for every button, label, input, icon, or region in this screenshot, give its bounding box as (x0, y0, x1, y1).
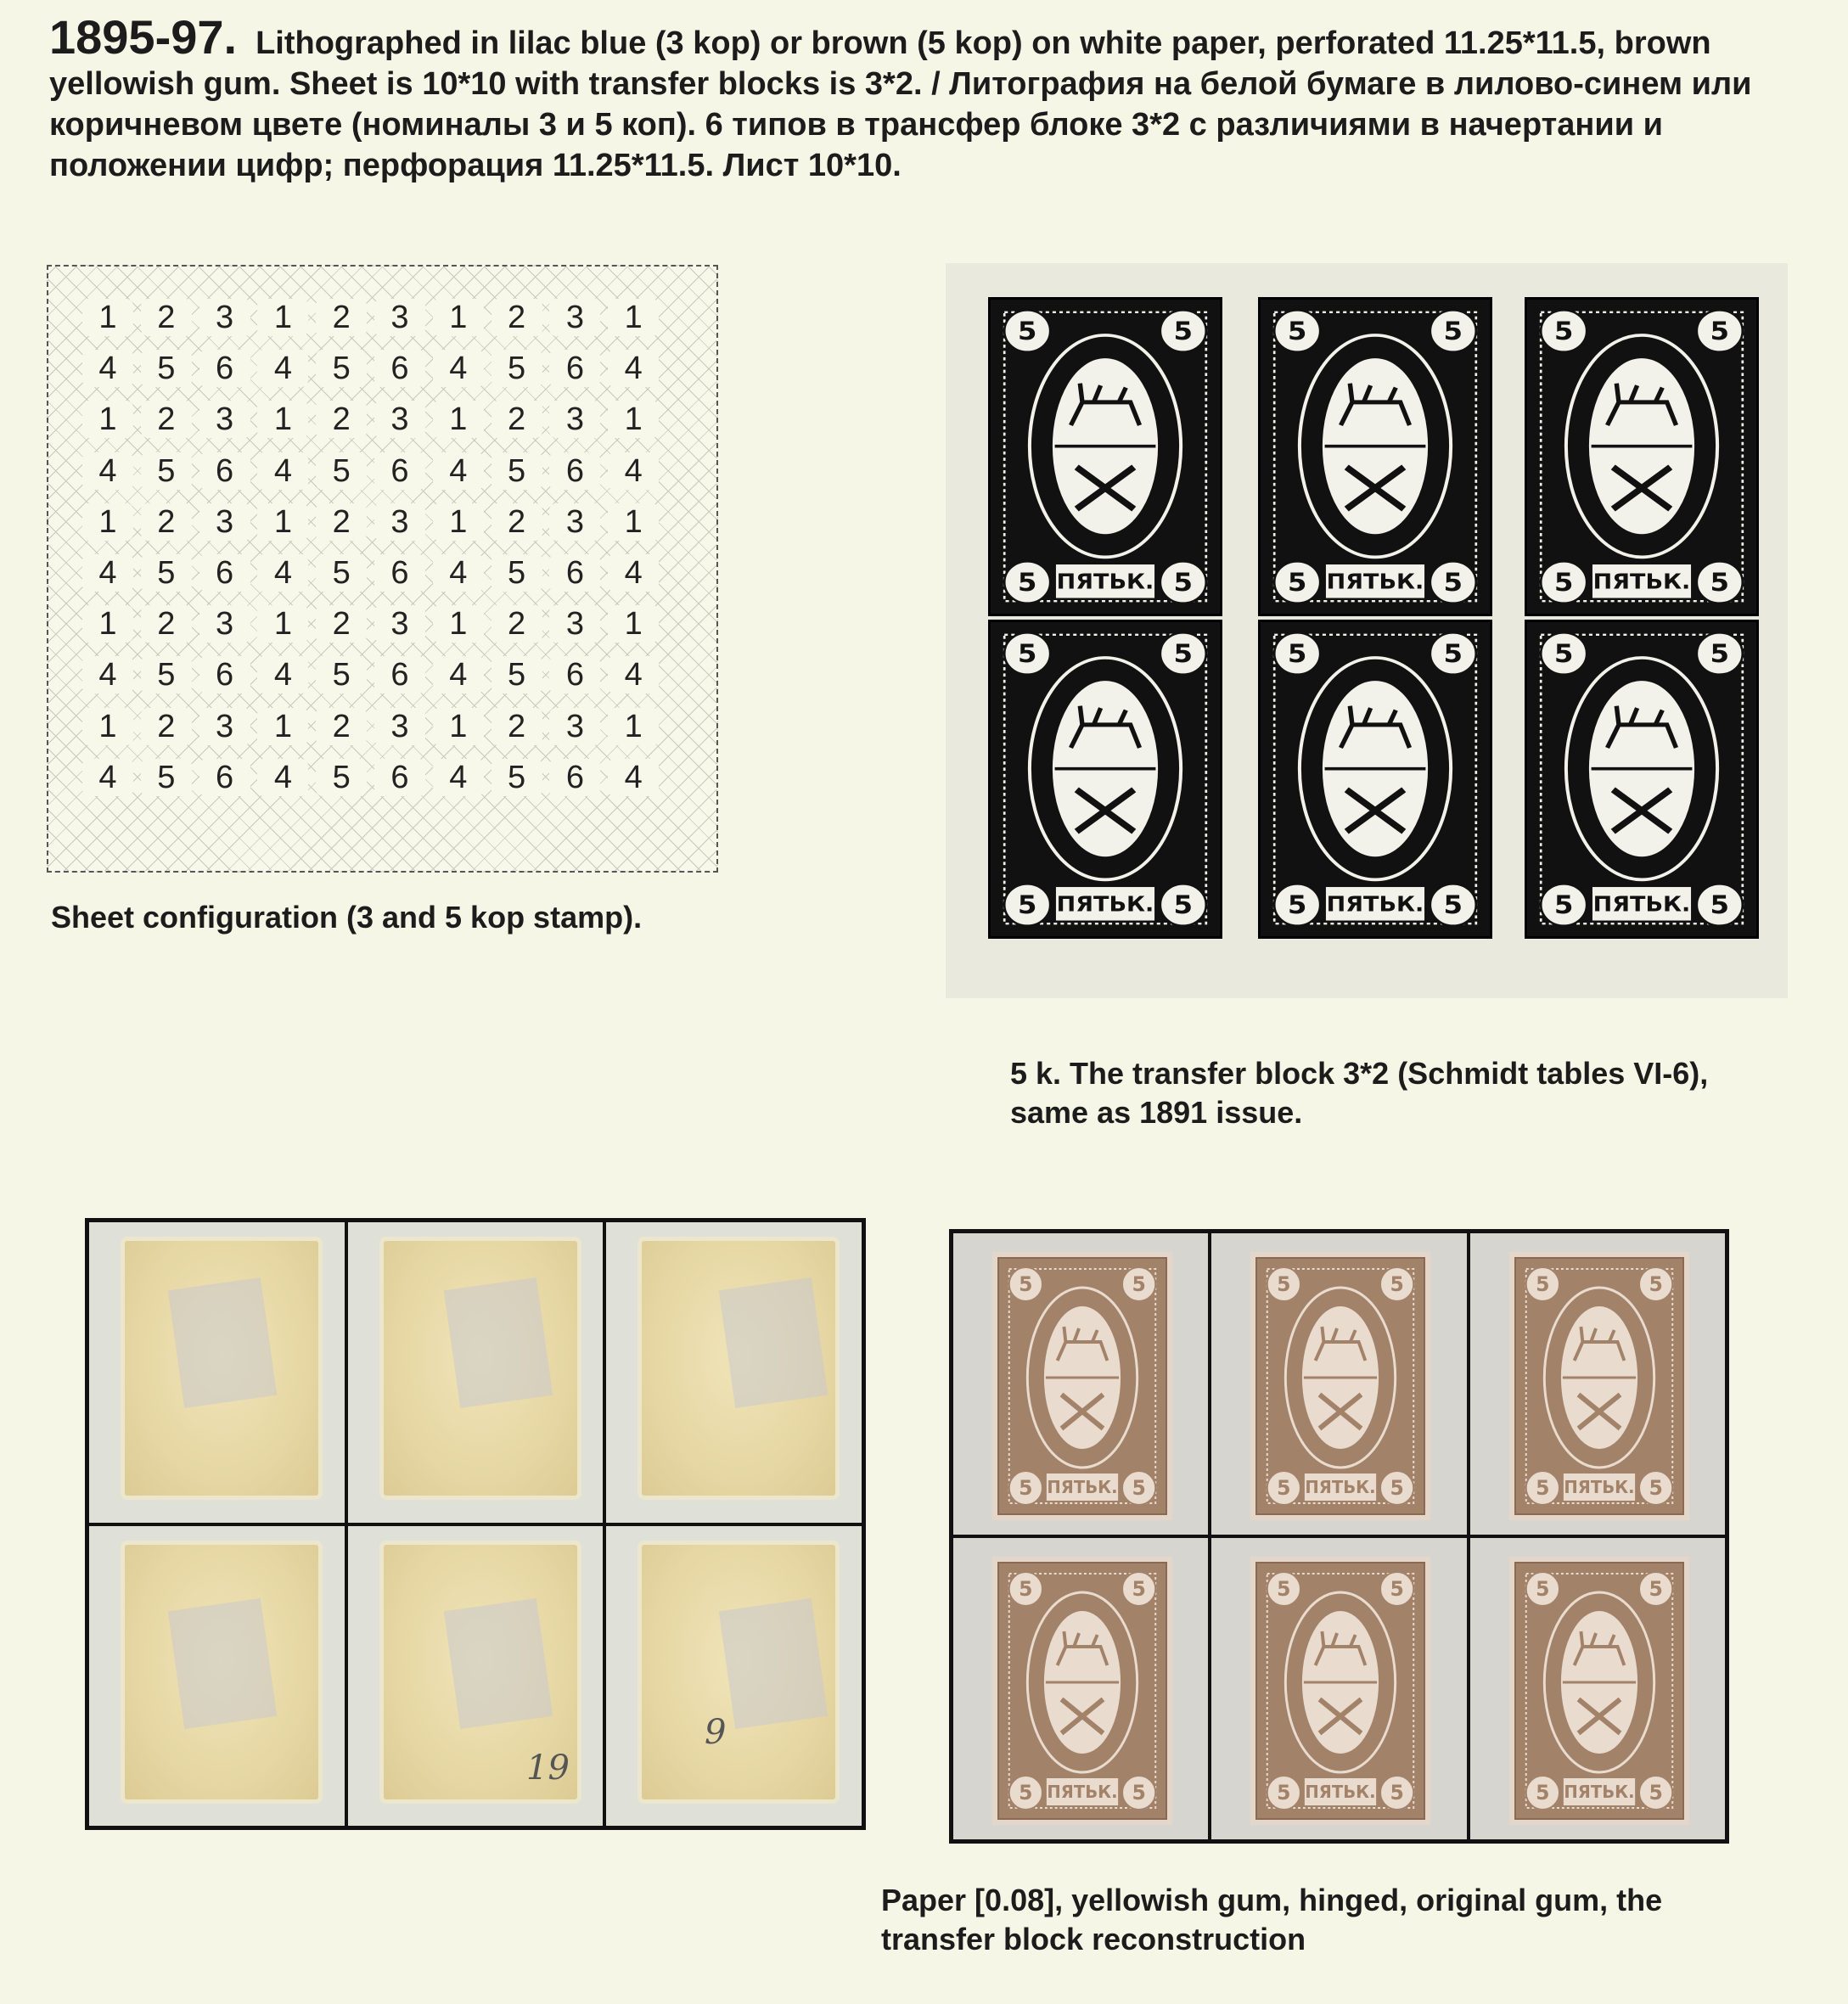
sheet-position-number: 1 (433, 401, 484, 438)
stamp-text: ПЯТЬК. (1564, 1477, 1635, 1498)
stamp-text: ПЯТЬК. (1326, 892, 1424, 918)
stamp-design (1516, 1259, 1682, 1513)
sheet-position-number: 5 (141, 759, 192, 796)
black-stamp (1525, 297, 1759, 616)
sheet-position-number: 3 (199, 503, 250, 541)
sheet-position-number: 3 (374, 708, 425, 745)
sheet-position-number: 3 (374, 605, 425, 643)
stamp-text: ПЯТЬК. (1326, 570, 1424, 595)
sheet-position-number: 5 (316, 656, 367, 693)
sheet-position-number: 6 (549, 554, 600, 592)
sheet-position-number: 6 (374, 656, 425, 693)
stamp-back-cell (604, 1524, 863, 1828)
stamp-text: 5 (1649, 1475, 1663, 1501)
sheet-position-number: 6 (549, 759, 600, 796)
brown-stamp-cell (952, 1232, 1210, 1536)
stamp-text: 5 (1287, 317, 1307, 346)
issue-description: Lithographed in lilac blue (3 kop) or brown (5 kop) on white paper, perforated 11.25*11.5, brown yellowish gum. Sheet is 10*10 with transfer blocks is 3*2. / Литография на белой бумаге в лилово-синем или коричневом цвете (номиналы 3 и 5 коп). 6 типов в трансфер блоке 3*2 с различиями в начертании и положении цифр; перфорация 11.25*11.5. Лист 10*10. (49, 25, 1752, 183)
sheet-position-number: 3 (374, 401, 425, 438)
stamp-text: 5 (1710, 890, 1730, 920)
sheet-position-number: 2 (141, 605, 192, 643)
sheet-position-number: 4 (608, 554, 659, 592)
sheet-position-number: 6 (549, 452, 600, 490)
sheet-position-number: 5 (141, 656, 192, 693)
stamp-text: 5 (1277, 1271, 1291, 1297)
sheet-caption: Sheet configuration (3 and 5 kop stamp). (51, 900, 643, 935)
stamp-text: 5 (1017, 890, 1037, 920)
sheet-position-number: 4 (433, 656, 484, 693)
brown-stamp-cell (1210, 1232, 1468, 1536)
sheet-position-number: 4 (608, 350, 659, 387)
stamp-text: ПЯТЬК. (1305, 1477, 1376, 1498)
stamp-text: 5 (1535, 1271, 1550, 1297)
stamp-text: 5 (1017, 317, 1037, 346)
sheet-position-number: 5 (491, 350, 542, 387)
sheet-position-number: 6 (374, 452, 425, 490)
sheet-position-number: 4 (433, 452, 484, 490)
stamp-back-cell (604, 1221, 863, 1524)
brown-stamp-cell (1469, 1232, 1727, 1536)
sheet-position-number: 6 (199, 656, 250, 693)
stamp-design (999, 1563, 1166, 1818)
hinge-remnant (443, 1598, 552, 1729)
stamp-text: ПЯТЬК. (1592, 892, 1691, 918)
sheet-position-number: 2 (491, 708, 542, 745)
sheet-position-number: 1 (433, 605, 484, 643)
brown-stamp (1514, 1562, 1684, 1820)
stamp-text: 5 (1173, 890, 1194, 920)
sheet-position-number: 4 (257, 656, 308, 693)
sheet-position-number: 2 (141, 401, 192, 438)
stamp-text: 5 (1132, 1475, 1146, 1501)
sheet-position-number: 6 (199, 452, 250, 490)
stamp-text: 5 (1649, 1271, 1663, 1297)
stamp-design (1261, 300, 1490, 614)
stamp-text: 5 (1173, 568, 1194, 598)
sheet-position-number: 2 (316, 299, 367, 336)
brown-stamp (1255, 1562, 1425, 1820)
stamp-text: 5 (1019, 1271, 1033, 1297)
stamp-back (125, 1545, 318, 1799)
transfer-block-photo (946, 263, 1788, 998)
stamp-back (642, 1545, 835, 1799)
sheet-position-number: 5 (316, 452, 367, 490)
stamp-design (1257, 1563, 1424, 1818)
sheet-position-number: 1 (608, 299, 659, 336)
sheet-position-number: 2 (491, 299, 542, 336)
stamp-design (991, 300, 1220, 614)
sheet-position-number: 2 (491, 503, 542, 541)
sheet-position-number: 4 (82, 350, 133, 387)
stamp-text: 5 (1132, 1271, 1146, 1297)
sheet-position-number: 1 (82, 299, 133, 336)
stamp-back (125, 1241, 318, 1496)
brown-caption-line2: transfer block reconstruction (881, 1922, 1306, 1956)
stamp-text: 5 (1390, 1780, 1405, 1805)
stamp-text: 5 (1443, 890, 1463, 920)
stamp-text: 5 (1649, 1780, 1663, 1805)
sheet-position-number: 3 (549, 605, 600, 643)
sheet-position-number: 1 (608, 401, 659, 438)
transfer-caption-line2: same as 1891 issue. (1010, 1095, 1303, 1130)
hinge-remnant (719, 1598, 828, 1729)
sheet-position-number: 4 (433, 350, 484, 387)
page-header (49, 10, 1798, 186)
stamp-text: 5 (1277, 1576, 1291, 1602)
sheet-position-number: 2 (491, 605, 542, 643)
sheet-position-number: 1 (82, 401, 133, 438)
sheet-position-number: 2 (141, 503, 192, 541)
sheet-position-number: 4 (82, 452, 133, 490)
stamp-text: 5 (1132, 1780, 1146, 1805)
sheet-position-number: 1 (257, 708, 308, 745)
sheet-position-number: 1 (433, 503, 484, 541)
brown-stamp (997, 1257, 1167, 1515)
stamp-text: 5 (1019, 1576, 1033, 1602)
brown-caption-line1: Paper [0.08], yellowish gum, hinged, original gum, the (881, 1883, 1663, 1917)
stamp-back (384, 1241, 577, 1496)
sheet-position-number: 2 (316, 401, 367, 438)
black-stamp (1525, 620, 1759, 939)
stamp-text: 5 (1710, 568, 1730, 598)
stamp-text: 5 (1390, 1271, 1405, 1297)
sheet-position-number: 6 (199, 554, 250, 592)
stamp-text: 5 (1390, 1576, 1405, 1602)
sheet-position-number: 4 (257, 350, 308, 387)
stamp-text: 5 (1443, 639, 1463, 669)
stamp-text: 5 (1553, 890, 1574, 920)
stamp-design (999, 1259, 1166, 1513)
sheet-position-number: 5 (141, 350, 192, 387)
sheet-position-number: 3 (549, 401, 600, 438)
stamp-text: 5 (1710, 639, 1730, 669)
stamp-text: 5 (1287, 639, 1307, 669)
sheet-position-number: 5 (141, 452, 192, 490)
stamp-text: 5 (1017, 639, 1037, 669)
stamp-text: ПЯТЬК. (1056, 570, 1154, 595)
hinge-remnant (719, 1277, 828, 1408)
sheet-position-number: 2 (316, 605, 367, 643)
sheet-position-number: 1 (608, 503, 659, 541)
sheet-position-number: 4 (257, 554, 308, 592)
transfer-caption-line1: 5 k. The transfer block 3*2 (Schmidt tables VI-6), (1010, 1056, 1709, 1091)
sheet-position-number: 4 (257, 452, 308, 490)
sheet-position-number: 5 (491, 452, 542, 490)
issue-year: 1895-97. (49, 10, 238, 64)
sheet-position-number: 4 (433, 759, 484, 796)
sheet-position-number: 3 (199, 708, 250, 745)
sheet-position-number: 2 (491, 401, 542, 438)
sheet-position-number: 3 (199, 605, 250, 643)
sheet-position-number: 2 (141, 708, 192, 745)
stamp-text: 5 (1287, 890, 1307, 920)
sheet-position-number: 6 (374, 554, 425, 592)
sheet-position-number: 6 (549, 350, 600, 387)
sheet-position-number: 1 (82, 503, 133, 541)
stamp-text: 5 (1649, 1576, 1663, 1602)
stamp-text: ПЯТЬК. (1592, 570, 1691, 595)
sheet-position-number: 5 (491, 554, 542, 592)
sheet-position-number: 2 (141, 299, 192, 336)
stamp-text: ПЯТЬК. (1564, 1782, 1635, 1803)
stamp-text: 5 (1553, 639, 1574, 669)
brown-stamp-cell (952, 1536, 1210, 1841)
stamp-text: 5 (1535, 1780, 1550, 1805)
sheet-position-number: 4 (257, 759, 308, 796)
stamp-design (1527, 300, 1756, 614)
stamp-text: 5 (1553, 568, 1574, 598)
stamp-design (1516, 1563, 1682, 1818)
pencil-mark: 19 (526, 1749, 570, 1788)
sheet-position-number: 1 (257, 605, 308, 643)
sheet-position-number: 3 (374, 299, 425, 336)
sheet-position-number: 3 (549, 708, 600, 745)
sheet-position-number: 1 (608, 605, 659, 643)
stamp-text: 5 (1277, 1475, 1291, 1501)
sheet-position-number: 6 (199, 759, 250, 796)
sheet-position-number: 1 (82, 708, 133, 745)
sheet-position-number: 4 (433, 554, 484, 592)
hinge-remnant (443, 1277, 552, 1408)
hinge-remnant (168, 1598, 277, 1729)
stamp-back-cell (87, 1524, 346, 1828)
stamp-text: 5 (1132, 1576, 1146, 1602)
black-stamp (988, 297, 1222, 616)
sheet-position-number: 3 (549, 503, 600, 541)
stamp-text: 5 (1173, 639, 1194, 669)
black-stamp (1258, 297, 1492, 616)
sheet-position-number: 5 (316, 554, 367, 592)
stamp-text: 5 (1553, 317, 1574, 346)
sheet-position-number: 3 (199, 401, 250, 438)
sheet-position-number: 4 (82, 554, 133, 592)
sheet-position-number: 1 (257, 401, 308, 438)
stamp-text: 5 (1019, 1780, 1033, 1805)
sheet-position-number: 3 (374, 503, 425, 541)
sheet-position-number: 1 (433, 299, 484, 336)
stamp-text: ПЯТЬК. (1047, 1782, 1118, 1803)
stamp-text: 5 (1287, 568, 1307, 598)
stamp-text: 5 (1173, 317, 1194, 346)
sheet-position-number: 5 (316, 759, 367, 796)
sheet-position-number: 5 (491, 759, 542, 796)
sheet-position-number: 6 (549, 656, 600, 693)
sheet-position-number: 3 (549, 299, 600, 336)
sheet-position-number: 6 (374, 759, 425, 796)
sheet-position-number: 4 (608, 656, 659, 693)
sheet-configuration-grid (47, 265, 718, 873)
stamp-text: 5 (1710, 317, 1730, 346)
stamp-text: 5 (1019, 1475, 1033, 1501)
stamp-text: ПЯТЬК. (1305, 1782, 1376, 1803)
sheet-position-number: 1 (257, 503, 308, 541)
sheet-position-number: 3 (199, 299, 250, 336)
stamp-back (642, 1241, 835, 1496)
stamp-text: 5 (1443, 568, 1463, 598)
brown-stamps-grid (949, 1229, 1729, 1844)
stamp-text: 5 (1017, 568, 1037, 598)
stamp-text: ПЯТЬК. (1056, 892, 1154, 918)
sheet-position-number: 6 (374, 350, 425, 387)
stamp-text: 5 (1535, 1475, 1550, 1501)
stamp-text: ПЯТЬК. (1047, 1477, 1118, 1498)
sheet-position-number: 5 (141, 554, 192, 592)
sheet-position-number: 4 (82, 656, 133, 693)
stamp-design (1261, 622, 1490, 936)
pencil-mark: 9 (705, 1713, 727, 1752)
brown-stamp (997, 1562, 1167, 1820)
sheet-position-number: 1 (82, 605, 133, 643)
stamp-text: 5 (1443, 317, 1463, 346)
black-stamp (988, 620, 1222, 939)
sheet-position-number: 1 (433, 708, 484, 745)
stamp-text: 5 (1390, 1475, 1405, 1501)
sheet-position-number: 2 (316, 708, 367, 745)
stamp-design (1527, 622, 1756, 936)
brown-stamp (1255, 1257, 1425, 1515)
sheet-position-number: 5 (316, 350, 367, 387)
sheet-position-number: 2 (316, 503, 367, 541)
sheet-position-number: 4 (608, 452, 659, 490)
black-stamp (1258, 620, 1492, 939)
brown-stamp (1514, 1257, 1684, 1515)
brown-stamp-cell (1469, 1536, 1727, 1841)
stamp-design (991, 622, 1220, 936)
sheet-position-number: 4 (608, 759, 659, 796)
hinge-remnant (168, 1277, 277, 1408)
sheet-position-number: 6 (199, 350, 250, 387)
brown-stamp-cell (1210, 1536, 1468, 1841)
stamp-text: 5 (1535, 1576, 1550, 1602)
stamp-text: 5 (1277, 1780, 1291, 1805)
stamp-design (1257, 1259, 1424, 1513)
sheet-position-number: 5 (491, 656, 542, 693)
sheet-position-number: 4 (82, 759, 133, 796)
stamp-back-cell (87, 1221, 346, 1524)
stamp-back-cell (346, 1221, 605, 1524)
stamp-backs-grid (85, 1218, 866, 1830)
sheet-position-number: 1 (608, 708, 659, 745)
sheet-position-number: 1 (257, 299, 308, 336)
